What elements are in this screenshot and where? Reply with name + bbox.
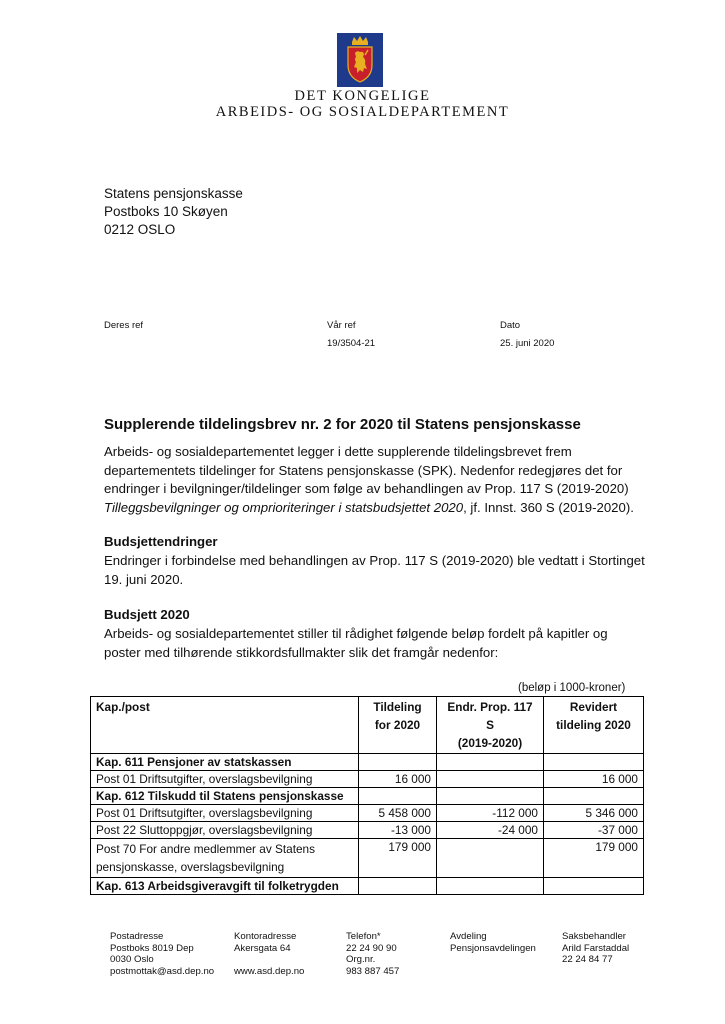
intro-line bbox=[104, 499, 664, 518]
row-label: Post 70 For andre medlemmer av Statens pensjonskasse, overslagsbevilgning bbox=[91, 839, 359, 878]
section1-paragraph bbox=[104, 552, 664, 589]
table-row bbox=[91, 754, 644, 771]
recipient-name: Statens pensjonskasse bbox=[104, 186, 243, 201]
cell-tildeling: 5 458 000 bbox=[359, 805, 437, 822]
footer-value: Postboks 8019 Dep bbox=[110, 942, 194, 954]
header-tildeling-line2: for 2020 bbox=[374, 718, 421, 732]
cell-revidert bbox=[544, 878, 644, 895]
cell-revidert: 16 000 bbox=[544, 771, 644, 788]
footer-postal-address bbox=[110, 931, 214, 977]
table-row bbox=[91, 805, 644, 822]
footer-label: Kontoradresse bbox=[234, 931, 297, 942]
ministry-name-line1: DET KONGELIGE bbox=[294, 88, 431, 104]
ministry-name-line2: ARBEIDS- OG SOSIALDEPARTEMENT bbox=[215, 104, 510, 120]
intro-line: Arbeids- og sosialdepartementet legger i dette supplerende tildelingsbrevet frem bbox=[104, 444, 572, 459]
footer-value: Pensjonsavdelingen bbox=[450, 942, 536, 954]
footer-website-link[interactable]: www.asd.dep.no bbox=[234, 965, 305, 977]
cell-revidert: -37 000 bbox=[544, 822, 644, 839]
section-heading-budsjettendringer: Budsjettendringer bbox=[104, 534, 218, 549]
section2-line: Arbeids- og sosialdepartementet stiller til rådighet følgende beløp fordelt på kapitler og bbox=[104, 626, 608, 641]
row-label: Kap. 612 Tilskudd til Statens pensjonskasse bbox=[91, 788, 359, 805]
section1-line: Endringer i forbindelse med behandlingen av Prop. 117 S (2019-2020) ble vedtatt i Stortinget bbox=[104, 553, 645, 568]
footer-value: 983 887 457 bbox=[346, 965, 400, 977]
cell-endring bbox=[437, 839, 544, 878]
section1-line: 19. juni 2020. bbox=[104, 571, 184, 587]
footer-value: 22 24 84 77 bbox=[562, 954, 613, 966]
table-row bbox=[91, 878, 644, 895]
footer-value: Akersgata 64 bbox=[234, 942, 291, 954]
row-label: Post 22 Sluttoppgjør, overslagsbevilgning bbox=[91, 822, 359, 839]
table-row bbox=[91, 839, 644, 878]
row-label: Post 01 Driftsutgifter, overslagsbevilgning bbox=[91, 805, 359, 822]
footer-value: 22 24 90 90 bbox=[346, 942, 397, 954]
footer-value: Arild Farstaddal bbox=[562, 942, 630, 954]
footer-value: 0030 Oslo bbox=[110, 954, 154, 966]
cell-endring bbox=[437, 771, 544, 788]
header-revidert bbox=[544, 697, 644, 754]
cell-tildeling bbox=[359, 754, 437, 771]
footer-label: Postadresse bbox=[110, 931, 164, 942]
header-endring-line1: Endr. Prop. 117 S bbox=[447, 700, 533, 732]
row-label: Kap. 613 Arbeidsgiveravgift til folketrygden bbox=[91, 878, 359, 895]
recipient-city: 0212 OSLO bbox=[104, 222, 176, 237]
letter-title: Supplerende tildelingsbrev nr. 2 for 2020 til Statens pensjonskasse bbox=[104, 416, 581, 433]
cell-tildeling: -13 000 bbox=[359, 822, 437, 839]
table-row bbox=[91, 771, 644, 788]
footer-phone bbox=[346, 931, 399, 977]
recipient-street: Postboks 10 Skøyen bbox=[104, 204, 228, 219]
budget-table bbox=[90, 696, 644, 895]
var-ref-label: Vår ref bbox=[327, 320, 356, 331]
table-header-row bbox=[91, 697, 644, 754]
date-label: Dato bbox=[500, 320, 521, 331]
cell-tildeling: 179 000 bbox=[359, 839, 437, 878]
footer-case-officer bbox=[562, 931, 629, 966]
cell-tildeling: 16 000 bbox=[359, 771, 437, 788]
cell-endring bbox=[437, 878, 544, 895]
footer-value bbox=[234, 954, 304, 966]
section2-line: poster med tilhørende stikkordsfullmakter slik det framgår nedenfor: bbox=[104, 644, 499, 660]
intro-line: departementets tildelinger for Statens pensjonskasse (SPK). Nedenfor redegjøres det for bbox=[104, 462, 623, 478]
cell-revidert bbox=[544, 754, 644, 771]
footer-label: Saksbehandler bbox=[562, 931, 627, 942]
footer-label: Avdeling bbox=[450, 931, 487, 942]
row-label: Kap. 611 Pensjoner av statskassen bbox=[91, 754, 359, 771]
amount-unit-note: (beløp i 1000-kroner) bbox=[518, 682, 626, 694]
table-row bbox=[91, 788, 644, 805]
cell-endring: -24 000 bbox=[437, 822, 544, 839]
section-heading-budsjett-2020: Budsjett 2020 bbox=[104, 607, 190, 622]
publication-title: Tilleggsbevilgninger og omprioriteringer i statsbudsjettet 2020 bbox=[104, 499, 464, 515]
cell-revidert bbox=[544, 788, 644, 805]
intro-line: endringer i bevilgninger/tildelinger som følge av behandlingen av Prop. 117 S (2019-2020) bbox=[104, 481, 629, 497]
footer-office-address bbox=[234, 931, 304, 977]
footer-email-link[interactable]: postmottak@asd.dep.no bbox=[110, 965, 215, 977]
cell-revidert: 5 346 000 bbox=[544, 805, 644, 822]
cell-endring: -112 000 bbox=[437, 805, 544, 822]
cell-revidert: 179 000 bbox=[544, 839, 644, 878]
var-ref-value: 19/3504-21 bbox=[327, 338, 376, 349]
footer-department bbox=[450, 931, 536, 954]
footer-label: Org.nr. bbox=[346, 954, 376, 966]
header-revidert-line1: Revidert bbox=[569, 700, 618, 714]
header-kap-post: Kap./post bbox=[91, 697, 359, 754]
header-endring-line2: (2019-2020) bbox=[457, 736, 523, 750]
header-endring bbox=[437, 697, 544, 754]
header-tildeling bbox=[359, 697, 437, 754]
header-revidert-line2: tildeling 2020 bbox=[556, 718, 631, 732]
deres-ref-label: Deres ref bbox=[104, 320, 144, 331]
coat-of-arms-icon bbox=[337, 33, 383, 87]
cell-endring bbox=[437, 788, 544, 805]
cell-tildeling bbox=[359, 788, 437, 805]
date-value: 25. juni 2020 bbox=[500, 338, 555, 349]
section2-paragraph bbox=[104, 625, 664, 662]
table-row bbox=[91, 822, 644, 839]
header-tildeling-line1: Tildeling bbox=[373, 700, 422, 714]
footer-label: Telefon* bbox=[346, 931, 381, 942]
intro-line-rest: , jf. Innst. 360 S (2019-2020). bbox=[463, 499, 634, 515]
intro-paragraph bbox=[104, 443, 664, 517]
row-label: Post 01 Driftsutgifter, overslagsbevilgning bbox=[91, 771, 359, 788]
cell-tildeling bbox=[359, 878, 437, 895]
cell-endring bbox=[437, 754, 544, 771]
